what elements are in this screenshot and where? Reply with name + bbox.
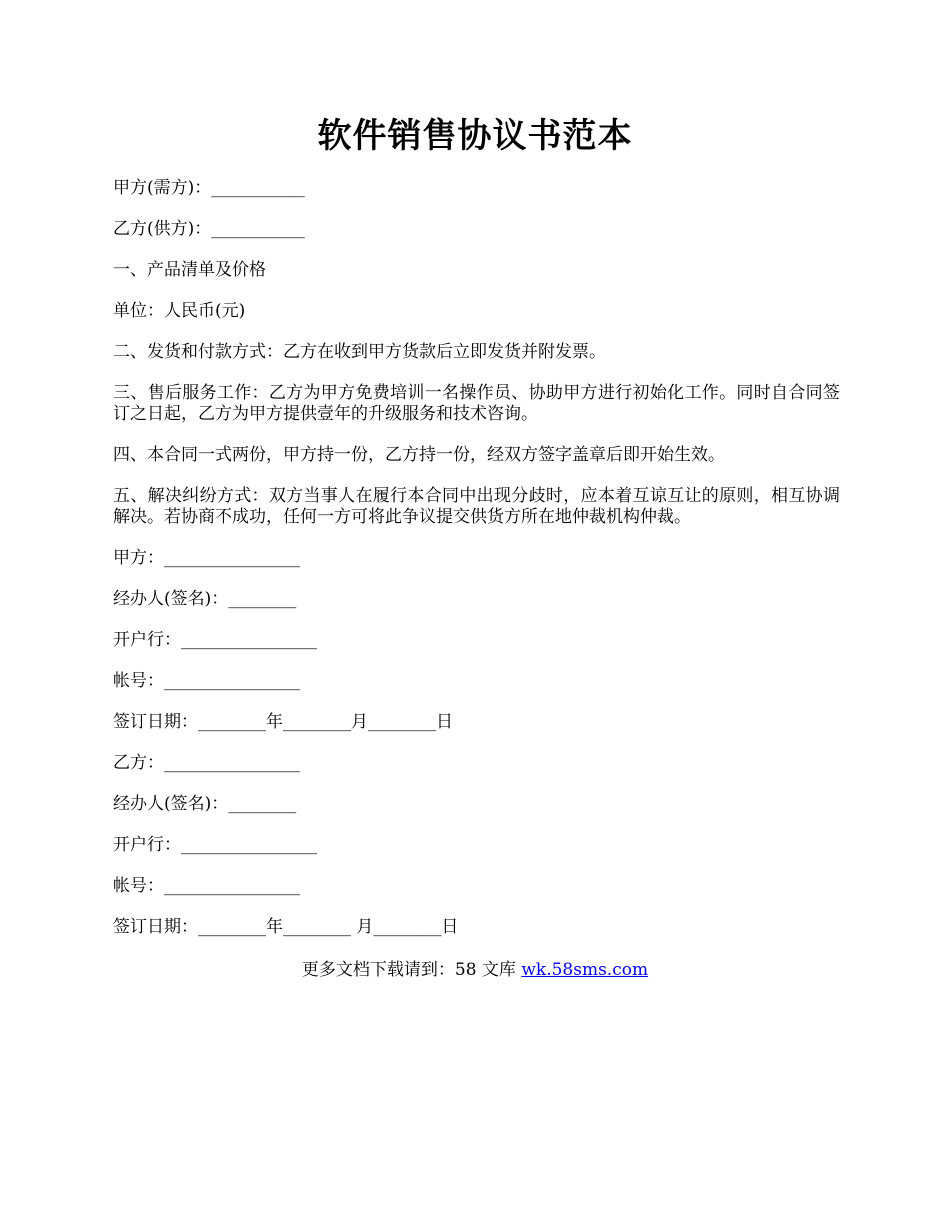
party-b-account-line: 帐号：________________ — [113, 876, 300, 896]
document-title: 软件销售协议书范本 — [317, 116, 633, 156]
party-a-bank-line: 开户行：________________ — [113, 630, 317, 650]
footer-link[interactable]: wk.58sms.com — [521, 960, 649, 980]
footer — [0, 958, 950, 982]
party-b-line: 乙方(供方)：___________ — [113, 219, 305, 239]
clause-dispute: 五、解决纠纷方式：双方当事人在履行本合同中出现分歧时，应本着互谅互让的原则，相互协调解决。若协商不成功，任何一方可将此争议提交供货方所在地仲裁机构仲裁。 — [113, 486, 840, 527]
currency-unit-line: 单位：人民币(元) — [113, 301, 246, 321]
footer-text: 更多文档下载请到：58 文库 — [301, 960, 522, 980]
party-b-agent-line: 经办人(签名)：________ — [113, 794, 297, 814]
party-b-signature-line: 乙方：________________ — [113, 753, 300, 773]
document-body — [113, 178, 840, 958]
party-a-line: 甲方(需方)：___________ — [113, 178, 305, 198]
party-b-bank-line: 开户行：________________ — [113, 835, 317, 855]
party-a-date-line: 签订日期：________年________月________日 — [113, 712, 453, 732]
party-a-agent-line: 经办人(签名)：________ — [113, 589, 297, 609]
section-heading-products: 一、产品清单及价格 — [113, 260, 266, 280]
party-b-date-line: 签订日期：________年________ 月________日 — [113, 917, 459, 937]
clause-after-sales: 三、售后服务工作：乙方为甲方免费培训一名操作员、协助甲方进行初始化工作。同时自合同签订之日起，乙方为甲方提供壹年的升级服务和技术咨询。 — [113, 383, 840, 424]
clause-delivery-payment: 二、发货和付款方式：乙方在收到甲方货款后立即发货并附发票。 — [113, 342, 606, 362]
party-a-signature-line: 甲方：________________ — [113, 548, 300, 568]
party-a-account-line: 帐号：________________ — [113, 671, 300, 691]
clause-copies: 四、本合同一式两份，甲方持一份，乙方持一份，经双方签字盖章后即开始生效。 — [113, 445, 725, 465]
